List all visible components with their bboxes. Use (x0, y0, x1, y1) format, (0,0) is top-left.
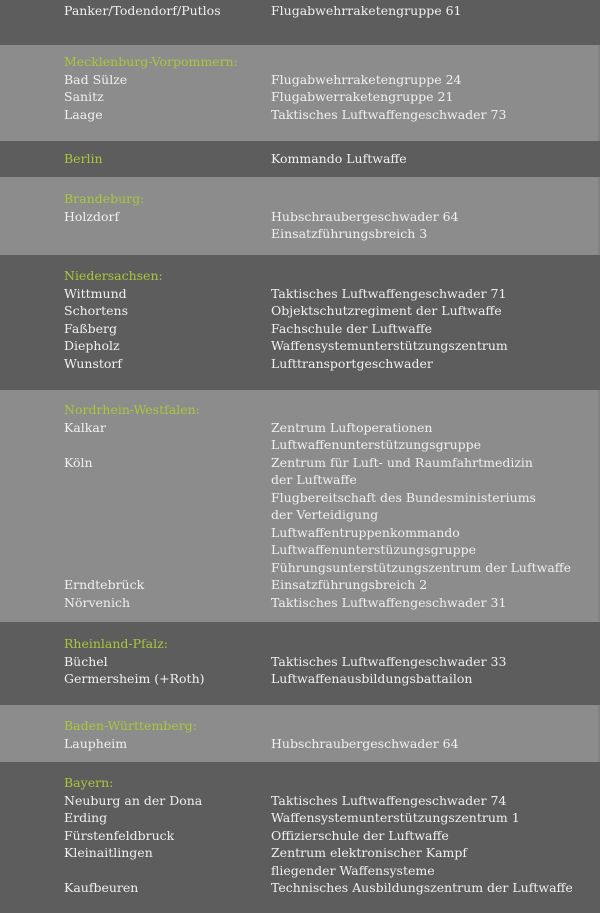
state-heading: Mecklenburg-Vorpommern: (64, 54, 238, 69)
location-name: Nörvenich (64, 594, 130, 610)
state-section (0, 45, 600, 141)
location-name: Sanitz (64, 89, 104, 104)
unit-name: Einsatzführungsbreich 3 (271, 226, 428, 241)
unit-name: Einsatzführungsbreich 2 (271, 577, 428, 592)
location-name: Schortens (64, 303, 129, 318)
unit-name: Taktisches Luftwaffengeschwader 73 (271, 106, 507, 122)
state-heading: Niedersachsen: (64, 268, 163, 283)
unit-name: Hubschraubergeschwader 64 (271, 735, 459, 751)
location-name: Diepholz (64, 338, 120, 353)
location-name: Germersheim (+Roth) (64, 671, 205, 686)
unit-name: der Luftwaffe (271, 472, 357, 487)
unit-name: Taktisches Luftwaffengeschwader 33 (271, 653, 507, 669)
state-heading: Rheinland-Pfalz: (64, 636, 168, 651)
state-section (0, 255, 600, 390)
unit-name: Lufttransportgeschwader (271, 355, 433, 371)
location-name: Erndtebrück (64, 577, 145, 592)
location-name: Erding (64, 810, 108, 825)
state-section (0, 622, 600, 705)
state-heading: Nordrhein-Westfalen: (64, 402, 200, 417)
unit-name: Hubschraubergeschwader 64 (271, 208, 459, 224)
state-section (0, 762, 600, 913)
unit-name: Zentrum elektronischer Kampf (271, 845, 468, 860)
unit-name: Offizierschule der Luftwaffe (271, 827, 449, 843)
unit-name: der Verteidigung (271, 507, 379, 522)
unit-name: Zentrum Luftoperationen (271, 419, 433, 435)
location-name: Laage (64, 106, 103, 122)
state-heading: Baden-Württemberg: (64, 718, 197, 733)
unit-name: Waffensystemunterstützungszentrum 1 (271, 810, 520, 825)
location-name: Kaufbeuren (64, 880, 139, 895)
unit-name: Luftwaffenunterstüzungsgruppe (271, 542, 476, 557)
unit-name: Taktisches Luftwaffengeschwader 71 (271, 285, 507, 301)
state-section (0, 705, 600, 762)
unit-name: Technisches Ausbildungszentrum der Luftwaffe (271, 880, 573, 895)
unit-name: Führungsunterstützungszentrum der Luftwaffe (271, 559, 572, 575)
unit-name: Objektschutzregiment der Luftwaffe (271, 303, 502, 318)
unit-name: Flugabwehrraketengruppe 24 (271, 71, 462, 87)
location-name: Bad Sülze (64, 71, 128, 87)
location-name: Kleinaitlingen (64, 845, 153, 860)
unit-name: Kommando Luftwaffe (271, 151, 407, 166)
location-name: Neuburg an der Dona (64, 792, 203, 808)
location-name: Kalkar (64, 419, 106, 435)
unit-name: Flugabwehrraketengruppe 61 (271, 2, 462, 18)
state-section (0, 141, 600, 177)
location-name: Büchel (64, 653, 108, 669)
location-name: Holzdorf (64, 208, 120, 224)
state-heading: Brandeburg: (64, 191, 145, 206)
unit-name: Zentrum für Luft- und Raumfahrtmedizin (271, 454, 533, 470)
unit-name: fliegender Waffensysteme (271, 862, 435, 878)
unit-name: Fachschule der Luftwaffe (271, 320, 432, 336)
location-name: Köln (64, 454, 93, 470)
unit-name: Taktisches Luftwaffengeschwader 74 (271, 792, 507, 808)
location-name: Wittmund (64, 285, 127, 301)
location-name: Faßberg (64, 320, 118, 336)
unit-name: Waffensystemunterstützungszentrum (271, 338, 508, 353)
location-name: Panker/Todendorf/Putlos (64, 2, 221, 18)
state-section (0, 177, 600, 255)
location-name: Laupheim (64, 735, 128, 751)
location-name: Wunstorf (64, 355, 123, 371)
location-name: Fürstenfeldbruck (64, 827, 175, 843)
state-section (0, 0, 600, 45)
unit-name: Luftwaffenunterstützungsgruppe (271, 437, 482, 452)
unit-name: Flugbereitschaft des Bundesministeriums (271, 489, 536, 505)
unit-name: Luftwaffentruppenkommando (271, 524, 460, 540)
state-heading: Berlin (64, 151, 103, 166)
state-heading: Bayern: (64, 775, 114, 790)
state-section (0, 390, 600, 622)
unit-name: Luftwaffenausbildungsbattailon (271, 671, 473, 686)
unit-name: Flugabwerraketengruppe 21 (271, 89, 454, 104)
unit-name: Taktisches Luftwaffengeschwader 31 (271, 594, 507, 610)
